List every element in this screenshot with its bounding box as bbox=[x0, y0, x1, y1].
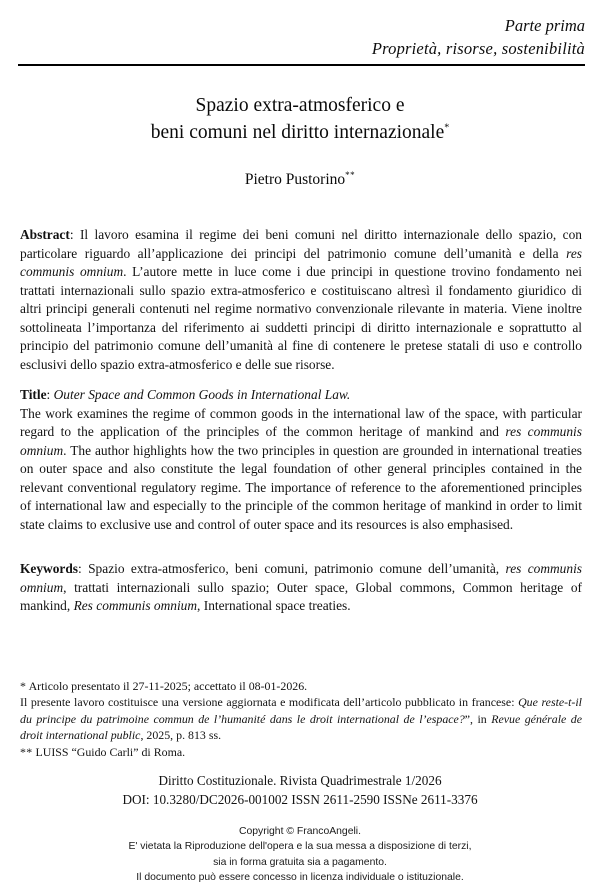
footnote-line-2-part-2: ”, in bbox=[464, 711, 492, 726]
journal-imprint bbox=[0, 772, 600, 809]
page-title bbox=[40, 93, 560, 146]
copyright-line-2: E' vietata la Riproduzione dell'opera e la sua messa a disposizione di terzi, bbox=[128, 841, 472, 853]
footnote-line-3 bbox=[20, 744, 582, 760]
abstract-italic-term-1: res communis omnium bbox=[20, 245, 582, 280]
english-title-text: Outer Space and Common Goods in International Law. bbox=[53, 387, 351, 402]
copyright-notice bbox=[0, 824, 600, 885]
title-line-2: beni comuni nel diritto internazionale bbox=[150, 121, 445, 143]
running-head-line-1: Parte prima bbox=[504, 16, 585, 35]
english-text-part-2: . The author highlights how the two principles in question are grounded in international treaties on outer space and also constitute the legal foundation of other general principles contained in the relevant conventional regulatory regime. The importance of reference to the aforementioned principles of international law and especially to the principle of the common heritage of mankind in order to limit state claims to exclusive use and control of outer space and its resources is also emphasised. bbox=[20, 442, 582, 532]
copyright-line-1: Copyright © FrancoAngeli. bbox=[238, 826, 361, 837]
english-title-label: Title bbox=[20, 387, 47, 402]
copyright-line-4: Il documento può essere concesso in licenza individuale o istituzionale. bbox=[136, 871, 464, 883]
footnote-line-2 bbox=[20, 694, 582, 743]
footnote-line-1-text: Articolo presentato il 27-11-2025; accettato il 08-01-2026. bbox=[26, 679, 308, 693]
keywords-section bbox=[20, 560, 582, 616]
footnote-line-2-part-3: , 2025, p. 813 ss. bbox=[140, 728, 222, 743]
abstract-separator: : bbox=[69, 227, 80, 242]
abstract-english bbox=[20, 386, 582, 535]
footnote-journal-name: Revue générale de droit international public bbox=[20, 711, 583, 743]
footnote-french-title: Que reste-t-il du principe du patrimoine commun de l’humanité dans le droit international de l’espace? bbox=[20, 695, 582, 726]
english-text-part-1: The work examines the regime of common goods in the international law of the space, with particular regard to the application of the principles of the common heritage of mankind and bbox=[20, 405, 582, 440]
keywords-text-part-2: , trattati internazionali sullo spazio; Outer space, Global commons, Common heritage of mankind, bbox=[20, 579, 582, 614]
copyright-line-3: sia in forma gratuita sia a pagamento. bbox=[213, 856, 387, 868]
abstract-italian bbox=[20, 226, 582, 375]
journal-name-issue: Diritto Costituzionale. Rivista Quadrimestrale 1/2026 bbox=[158, 773, 442, 788]
header-divider-rule bbox=[18, 64, 585, 66]
author-label: Pietro Pustorino bbox=[244, 171, 346, 189]
author-name bbox=[0, 170, 600, 189]
running-head-line-2: Proprietà, risorse, sostenibilità bbox=[371, 39, 585, 59]
title-footnote-marker: * bbox=[444, 122, 450, 134]
running-head bbox=[18, 14, 585, 61]
footnote-line-3-text: LUISS “Guido Carli” di Roma. bbox=[32, 744, 186, 759]
abstract-label: Abstract bbox=[20, 227, 70, 242]
footnote-marker-single: * bbox=[20, 679, 27, 693]
keywords-separator: : bbox=[78, 561, 89, 576]
title-line-1: Spazio extra-atmosferico e bbox=[195, 95, 405, 116]
footnote-line-2-part-1: Il presente lavoro costituisce una versione aggiornata e modificata dell’articolo pubblicato in francese: bbox=[20, 695, 519, 710]
english-title-separator: : bbox=[46, 387, 54, 402]
doi-issn-line: DOI: 10.3280/DC2026-001002 ISSN 2611-2590 ISSNe 2611-3376 bbox=[122, 791, 478, 807]
english-italic-term-1: res communis omnium bbox=[20, 424, 582, 458]
footnote-marker-double: ** bbox=[20, 744, 33, 759]
footnotes-section bbox=[20, 678, 582, 760]
keywords-text-part-1: Spazio extra-atmosferico, beni comuni, patrimonio comune dell’umanità, bbox=[88, 561, 506, 576]
footnote-line-1 bbox=[20, 678, 582, 694]
keywords-label: Keywords bbox=[20, 561, 79, 576]
keywords-italic-term-2: Res communis omnium bbox=[73, 598, 198, 614]
abstract-text-part-2: . L’autore mette in luce come i due principi in questione trovino fondamento nei trattati internazionali sullo spazio extra-atmosferico e costituiscano altresì il fondamento giuridico di altri principi generali contenuti nel regime normativo convenzionale rilevante in materia. Viene inoltre sottolineata l’importanza del riferimento ai suddetti principi di diritto internazionale e soprattutto al principio del patrimonio comune dell’umanità al fine di contenere le pretese statali di uso e controllo esclusivi dello spazio extra-atmosferico e delle sue risorse. bbox=[20, 264, 582, 372]
keywords-italic-term-1: res communis omnium bbox=[20, 561, 582, 595]
keywords-text-part-3: , International space treaties. bbox=[197, 598, 351, 614]
author-footnote-marker: ** bbox=[345, 170, 356, 180]
abstract-text-part-1: Il lavoro esamina il regime dei beni comuni nel diritto internazionale dello spazio, con particolare riguardo all’applicazione dei principi del patrimonio comune dell’umanità e della bbox=[20, 227, 582, 261]
